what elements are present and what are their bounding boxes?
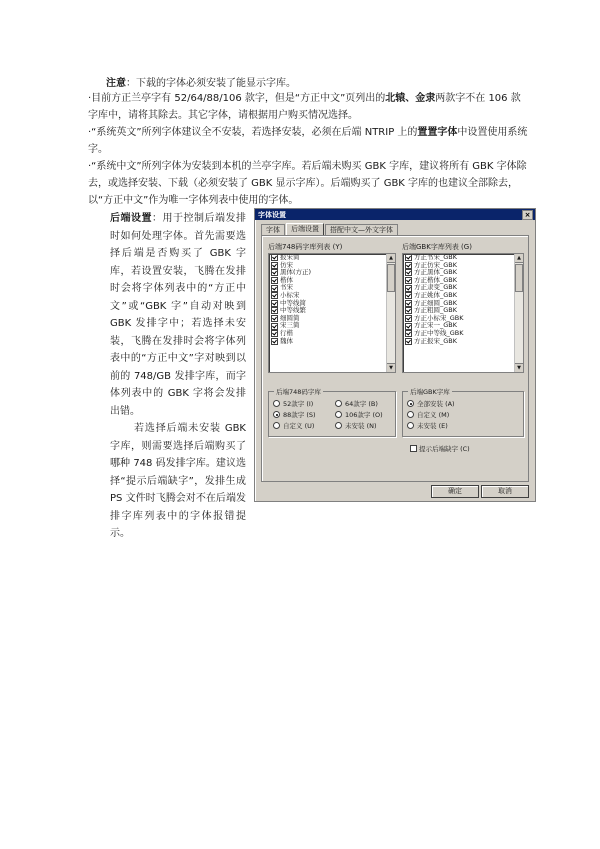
- radio-label: 全部安装 (A): [417, 400, 455, 408]
- radio-icon: [273, 422, 280, 429]
- radio-label: 64款字 (B): [345, 400, 378, 408]
- group-748-title: 后端748码字库: [276, 388, 321, 396]
- checkbox-icon[interactable]: [405, 254, 412, 261]
- checkbox-icon[interactable]: [271, 338, 278, 345]
- checkbox-icon[interactable]: [271, 307, 278, 314]
- list-item-label: 方正细圆_GBK: [414, 298, 458, 307]
- scroll-up-icon[interactable]: ▲: [387, 254, 395, 263]
- ok-button[interactable]: 确定: [431, 485, 479, 498]
- list-item-label: 方正黑体_GBK: [414, 268, 458, 277]
- list-item-label: 宋三简: [280, 321, 300, 330]
- note-p2-b: 中设置使用系统字。: [88, 127, 528, 155]
- list-item-label: 方正宋一_GBK: [414, 321, 458, 330]
- checkbox-icon[interactable]: [405, 262, 412, 269]
- radio-label: 88款字 (S): [283, 411, 316, 419]
- list-item-label: 方正小标宋_GBK: [414, 313, 464, 322]
- list-item-label: 魏体: [280, 336, 293, 345]
- radio-64[interactable]: [335, 399, 378, 408]
- note-p1-a: ·目前方正兰亭字有 52/64/88/106 款字，但是“方正中文”页列出的: [88, 93, 386, 104]
- side-label: 后端设置: [110, 213, 152, 224]
- checkbox-icon[interactable]: [405, 277, 412, 284]
- list-gbk[interactable]: [402, 253, 524, 373]
- list-748-items: [269, 254, 395, 345]
- list-748-scrollbar[interactable]: [386, 254, 395, 372]
- side-paragraph-2: 若选择后端未安装 GBK 字库，则需要选择后端购买了哪种 748 码发排字库。建议选择“提示后端缺字”，发排生成 PS 文件时飞腾会对不在后端发排字库列表中的字体报错提示。: [110, 423, 246, 539]
- list-item-label: 方正姚体_GBK: [414, 290, 458, 299]
- radio-icon: [407, 422, 414, 429]
- checkbox-icon[interactable]: [405, 315, 412, 322]
- note-p1-b: 两款字不在 106 款字库中，请将其除去。其它字体，请根据用户购买情况选择。: [88, 93, 521, 121]
- checkbox-icon[interactable]: [405, 330, 412, 337]
- checkbox-icon[interactable]: [271, 300, 278, 307]
- scroll-up-icon[interactable]: ▲: [515, 254, 523, 263]
- radio-icon: [335, 400, 342, 407]
- radio-label: 自定义 (U): [283, 422, 315, 430]
- list-item[interactable]: [403, 338, 523, 346]
- list-item-label: 报宋简: [280, 253, 300, 261]
- radio-icon: [335, 411, 342, 418]
- list-item-label: 方正楷体_GBK: [414, 275, 458, 284]
- radio-gbk-all[interactable]: [407, 399, 455, 408]
- note-text: ：下载的字体必须安装了能显示字库。: [126, 78, 296, 89]
- list-item-label: 细圆简: [280, 313, 300, 322]
- scroll-down-icon[interactable]: ▼: [387, 363, 395, 372]
- list-item-label: 方正仿宋_GBK: [414, 260, 458, 269]
- list-gbk-label: 后端GBK字库列表 (G): [402, 243, 472, 251]
- dialog-titlebar: [255, 209, 535, 220]
- checkbox-icon[interactable]: [405, 307, 412, 314]
- radio-label: 未安装 (E): [417, 422, 448, 430]
- radio-custom-748[interactable]: [273, 421, 314, 430]
- note-line: [106, 74, 296, 89]
- radio-label: 106款字 (O): [345, 411, 383, 419]
- show-missing-label: 提示后端缺字 (C): [419, 445, 470, 453]
- dialog-tabs: [261, 224, 399, 235]
- note-p2-bold: 置置字体: [417, 127, 458, 138]
- note-paragraph-3: ·“系统中文”所列字体为安装到本机的兰亭字库。若后端未购买 GBK 字库，建议将所有 GBK 字体除去，或选择安装、下载（必须安装了 GBK 显示字库）。后端购买了 GBK 字库的也建议全部除去，以“方正中文”作为唯一字体列表中使用的字体。: [88, 161, 527, 206]
- checkbox-icon[interactable]: [271, 323, 278, 330]
- list-item-label: 仿宋: [280, 260, 293, 269]
- cancel-button[interactable]: 取消: [481, 485, 529, 498]
- list-item-label: 方正粗圆_GBK: [414, 306, 458, 315]
- radio-gbk-custom[interactable]: [407, 410, 449, 419]
- checkbox-icon[interactable]: [405, 300, 412, 307]
- list-item[interactable]: [269, 338, 395, 346]
- backend-settings-panel: [261, 235, 529, 482]
- close-icon[interactable]: ×: [522, 210, 533, 220]
- group-gbk-title: 后端GBK字库: [410, 388, 450, 396]
- checkbox-icon[interactable]: [271, 330, 278, 337]
- radio-none-748[interactable]: [335, 421, 377, 430]
- radio-icon: [273, 400, 280, 407]
- tab-backend-settings[interactable]: 后端设置: [286, 223, 324, 235]
- checkbox-icon[interactable]: [271, 262, 278, 269]
- list-gbk-scrollbar[interactable]: [514, 254, 523, 372]
- list-item-label: 黑体(方正): [280, 268, 312, 277]
- scroll-down-icon[interactable]: ▼: [515, 363, 523, 372]
- radio-106[interactable]: [335, 410, 383, 419]
- radio-gbk-none[interactable]: [407, 421, 448, 430]
- radio-88[interactable]: [273, 410, 316, 419]
- tab-font-pairing[interactable]: 搭配中文—外文字体: [325, 224, 398, 235]
- radio-icon: [407, 400, 414, 407]
- checkbox-icon[interactable]: [405, 269, 412, 276]
- radio-icon: [273, 411, 280, 418]
- checkbox-icon[interactable]: [271, 269, 278, 276]
- list-item-label: 书宋: [280, 283, 293, 292]
- list-item-label: 方正隶变_GBK: [414, 283, 458, 292]
- checkbox-icon[interactable]: [271, 277, 278, 284]
- group-748: [268, 388, 396, 437]
- checkbox-icon: [410, 445, 417, 452]
- tab-font[interactable]: 字体: [261, 224, 285, 235]
- list-748-label: 后端748码字库列表 (Y): [268, 243, 343, 251]
- font-settings-dialog: [254, 208, 536, 502]
- checkbox-icon[interactable]: [405, 292, 412, 299]
- group-gbk: [402, 388, 524, 437]
- dialog-title: 字体设置: [258, 210, 286, 219]
- note-p1-bold: 北辕、金隶: [385, 93, 436, 104]
- list-item-label: 方正中等线_GBK: [414, 328, 464, 337]
- list-gbk-items: [403, 254, 523, 345]
- list-748[interactable]: [268, 253, 396, 373]
- scroll-thumb[interactable]: [387, 264, 395, 292]
- checkbox-icon[interactable]: [271, 285, 278, 292]
- list-item-label: 楷体: [280, 275, 293, 284]
- show-missing-checkbox[interactable]: [408, 444, 470, 453]
- checkbox-icon[interactable]: [405, 285, 412, 292]
- note-p2-a: ·“系统英文”所列字体建议全不安装，若选择安装，必须在后端 NTRIP 上的: [88, 127, 418, 138]
- scroll-thumb[interactable]: [515, 264, 523, 292]
- side-paragraph-1: [110, 210, 246, 420]
- list-item-label: 小标宋: [280, 290, 300, 299]
- list-item-label: 中等线简: [280, 298, 306, 307]
- checkbox-icon[interactable]: [405, 323, 412, 330]
- checkbox-icon[interactable]: [271, 254, 278, 261]
- checkbox-icon[interactable]: [271, 292, 278, 299]
- list-item-label: 中等线繁: [280, 306, 306, 315]
- notes-body: [88, 90, 528, 209]
- radio-icon: [407, 411, 414, 418]
- radio-label: 52款字 (I): [283, 400, 314, 408]
- side-description: [110, 210, 246, 543]
- list-item-label: 方正报宋_GBK: [414, 336, 458, 345]
- radio-label: 自定义 (M): [417, 411, 450, 419]
- list-item-label: 行楷: [280, 328, 293, 337]
- radio-label: 未安装 (N): [345, 422, 377, 430]
- list-item-label: 方正书宋_GBK: [414, 253, 458, 261]
- checkbox-icon[interactable]: [271, 315, 278, 322]
- checkbox-icon[interactable]: [405, 338, 412, 345]
- side-p1: ：用于控制后端发排时如何处理字体。首先需要选择后端是否购买了 GBK 字库，若设置安装，飞腾在发排时会将字体列表中的“方正中文”或“GBK 字”自动对映到 GBK 发排字中；若选择未安装，飞腾在发排时会将字体列表中的“方正中文”字对映到以前的 748/GB 发排字库，而字体列表中的 GBK 字将会发排出错。: [110, 213, 246, 417]
- note-label: 注意: [106, 78, 126, 89]
- note-paragraph-1: [88, 90, 528, 124]
- radio-icon: [335, 422, 342, 429]
- note-paragraph-2: [88, 124, 528, 158]
- radio-52[interactable]: [273, 399, 313, 408]
